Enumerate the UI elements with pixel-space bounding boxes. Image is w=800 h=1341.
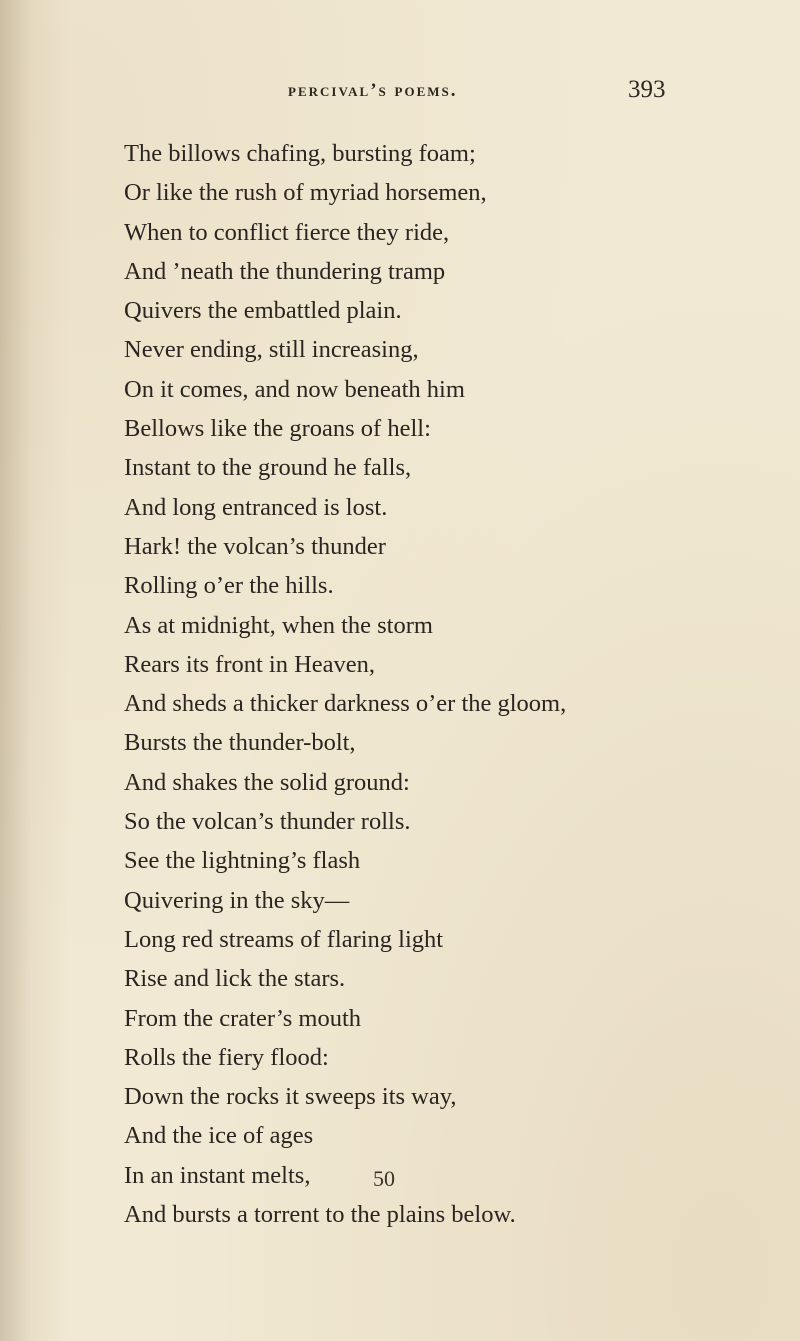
poem-line: And shakes the solid ground: xyxy=(124,768,410,796)
poem-line: On it comes, and now beneath him xyxy=(124,375,465,403)
poem-line: Hark! the volcan’s thunder xyxy=(124,532,386,560)
poem-line: When to conflict fierce they ride, xyxy=(124,218,450,246)
poem-line: Quivers the embattled plain. xyxy=(124,297,402,325)
poem-line: Rears its front in Heaven, xyxy=(124,650,376,678)
poem-line: And bursts a torrent to the plains below. xyxy=(124,1201,516,1229)
poem-line: Down the rocks it sweeps its way, xyxy=(124,1083,457,1111)
poem-line: And long entranced is lost. xyxy=(124,493,388,521)
signature-mark: 50 xyxy=(373,1166,395,1191)
poem-line: Quivering in the sky— xyxy=(124,886,350,914)
poem-line: Rolling o’er the hills. xyxy=(124,572,334,600)
poem-line: In an instant melts, xyxy=(124,1161,311,1189)
poem-line: Bursts the thunder-bolt, xyxy=(124,729,356,757)
poem-line: Bellows like the groans of hell: xyxy=(124,415,431,443)
poem-line: And sheds a thicker darkness o’er the gloom, xyxy=(124,690,567,718)
poem-line: From the crater’s mouth xyxy=(124,1004,362,1032)
poem-line: Or like the rush of myriad horsemen, xyxy=(124,179,487,207)
poem-line: Rise and lick the stars. xyxy=(124,965,346,993)
running-head: percival’s poems. xyxy=(288,80,458,101)
poem-line: So the volcan’s thunder rolls. xyxy=(124,808,411,836)
poem-line: As at midnight, when the storm xyxy=(124,611,433,639)
poem-line: And ’neath the thundering tramp xyxy=(124,257,446,285)
poem-line: And the ice of ages xyxy=(124,1122,314,1150)
poem-line: The billows chafing, bursting foam; xyxy=(124,140,476,167)
page-number: 393 xyxy=(628,76,666,103)
poem-line: Long red streams of flaring light xyxy=(124,925,444,953)
page-gutter-shadow xyxy=(0,0,70,1341)
poem-text xyxy=(124,134,566,1234)
poem-line: See the lightning’s flash xyxy=(124,847,361,875)
poem-line: Never ending, still increasing, xyxy=(124,336,419,364)
poem-line: Rolls the fiery flood: xyxy=(124,1043,329,1071)
poem-line: Instant to the ground he falls, xyxy=(124,454,412,482)
